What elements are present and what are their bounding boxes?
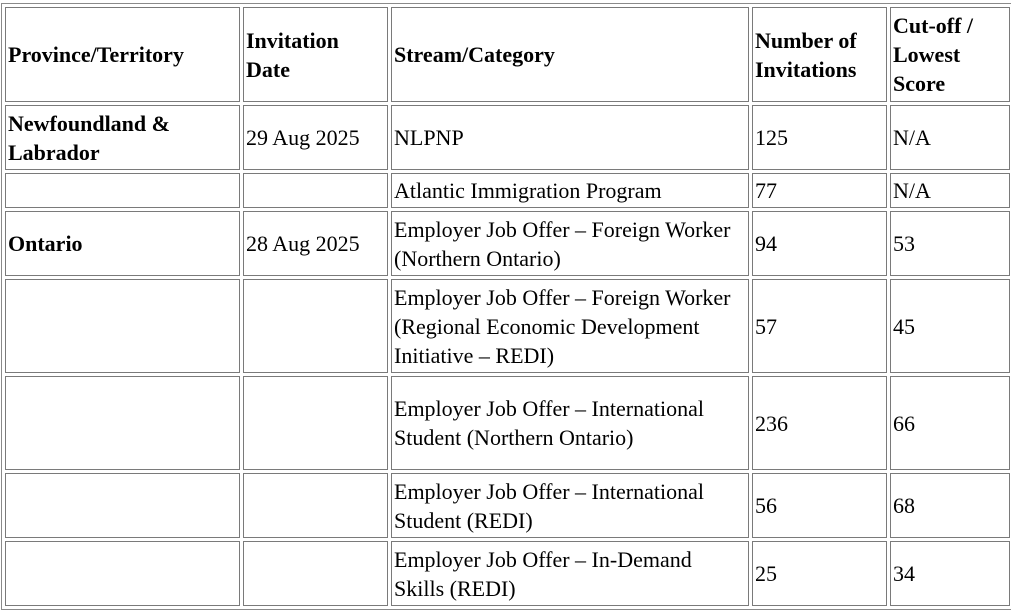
invitations-cell: 57 xyxy=(752,279,887,373)
stream-cell: Employer Job Offer – International Student (Northern Ontario) xyxy=(391,376,749,470)
header-number-of-invitations: Number of Invitations xyxy=(752,7,887,102)
date-cell xyxy=(243,279,388,373)
province-cell xyxy=(5,541,240,606)
header-province: Province/Territory xyxy=(5,7,240,102)
stream-cell: Employer Job Offer – In-Demand Skills (REDI) xyxy=(391,541,749,606)
table-row xyxy=(5,211,1010,276)
invitations-cell: 77 xyxy=(752,173,887,208)
table-row xyxy=(5,105,1010,170)
stream-cell: Employer Job Offer – Foreign Worker (Northern Ontario) xyxy=(391,211,749,276)
score-cell: 66 xyxy=(890,376,1010,470)
province-cell xyxy=(5,279,240,373)
province-cell xyxy=(5,173,240,208)
score-cell: 45 xyxy=(890,279,1010,373)
stream-cell: Atlantic Immigration Program xyxy=(391,173,749,208)
score-cell: 34 xyxy=(890,541,1010,606)
invitations-cell: 236 xyxy=(752,376,887,470)
table-row xyxy=(5,473,1010,538)
invitations-cell: 25 xyxy=(752,541,887,606)
table-row xyxy=(5,279,1010,373)
header-invitation-date: Invitation Date xyxy=(243,7,388,102)
invitations-cell: 56 xyxy=(752,473,887,538)
province-cell: Ontario xyxy=(5,211,240,276)
table-row xyxy=(5,173,1010,208)
score-cell: 68 xyxy=(890,473,1010,538)
date-cell xyxy=(243,473,388,538)
province-cell: Newfoundland & Labrador xyxy=(5,105,240,170)
stream-cell: NLPNP xyxy=(391,105,749,170)
table-row xyxy=(5,376,1010,470)
date-cell xyxy=(243,173,388,208)
draws-table xyxy=(1,3,1011,610)
invitations-cell: 125 xyxy=(752,105,887,170)
score-cell: 53 xyxy=(890,211,1010,276)
stream-cell: Employer Job Offer – International Student (REDI) xyxy=(391,473,749,538)
date-cell: 28 Aug 2025 xyxy=(243,211,388,276)
score-cell: N/A xyxy=(890,173,1010,208)
table-row xyxy=(5,541,1010,606)
table-header-row xyxy=(5,7,1010,102)
stream-cell: Employer Job Offer – Foreign Worker (Regional Economic Development Initiative – REDI) xyxy=(391,279,749,373)
header-cutoff-score: Cut-off / Lowest Score xyxy=(890,7,1010,102)
date-cell: 29 Aug 2025 xyxy=(243,105,388,170)
invitations-cell: 94 xyxy=(752,211,887,276)
date-cell xyxy=(243,541,388,606)
date-cell xyxy=(243,376,388,470)
province-cell xyxy=(5,376,240,470)
header-stream-category: Stream/Category xyxy=(391,7,749,102)
score-cell: N/A xyxy=(890,105,1010,170)
province-cell xyxy=(5,473,240,538)
